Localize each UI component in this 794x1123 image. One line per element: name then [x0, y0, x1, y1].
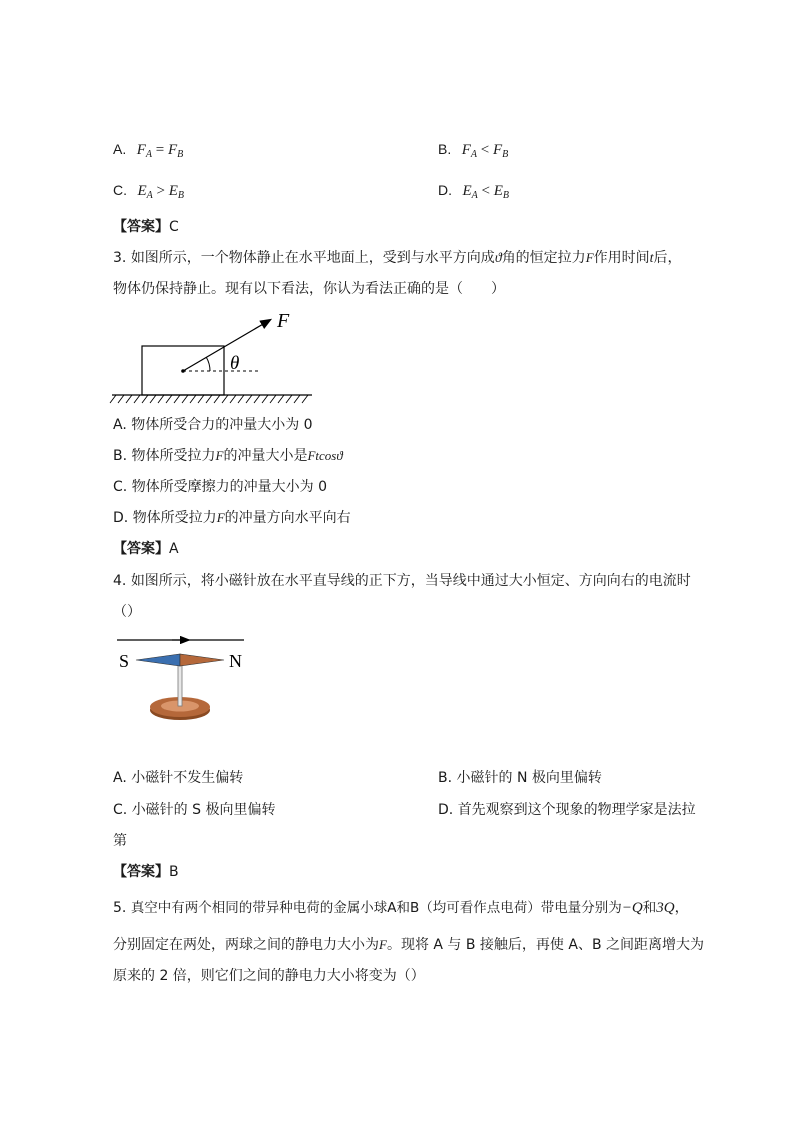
q3-stem-line2: 物体仍保持静止。现有以下看法，你认为看法正确的是（ ） — [113, 281, 505, 297]
q5-stem-line1 — [113, 899, 689, 917]
q4-option-d[interactable] — [438, 801, 696, 819]
formula — [462, 183, 509, 199]
subscript: B — [502, 149, 509, 160]
south-pole-label: S — [119, 651, 130, 671]
option-text: 首先观察到这个现象的物理学家是法拉 — [457, 802, 696, 818]
symbol: F — [167, 142, 178, 158]
q4-stem-line1 — [113, 572, 691, 590]
option-label: D. — [113, 510, 129, 526]
angle-arc — [206, 357, 210, 371]
option-label: A. — [113, 141, 127, 157]
stem-text: 角的恒定拉力 — [501, 250, 586, 266]
subscript: A — [470, 149, 477, 160]
subscript: B — [177, 190, 184, 201]
stem-text: 如图所示，将小磁针放在水平直导线的正下方，当导线中通过大小恒定、方向向右的电流时 — [130, 573, 691, 589]
subscript: B — [502, 190, 509, 201]
question-number: 5. — [113, 900, 127, 916]
force-symbol: F — [216, 510, 225, 525]
theta-symbol: ϑ — [494, 251, 502, 266]
q3-option-d[interactable] — [113, 509, 351, 527]
operator: < — [480, 142, 490, 158]
option-label: C. — [113, 479, 128, 495]
q2-option-c[interactable] — [113, 181, 184, 205]
answer-tag: 【答案】 — [113, 219, 169, 235]
option-text: 物体所受合力的冲量大小为 0 — [131, 417, 313, 433]
impulse-expression: Ftcosϑ — [307, 448, 343, 463]
q4-option-b[interactable] — [438, 769, 602, 787]
answer-tag: 【答案】 — [113, 864, 169, 880]
q4-option-c[interactable] — [113, 801, 275, 819]
stem-text: 分别固定在两处，两球之间的静电力大小为 — [113, 937, 379, 953]
q2-answer — [113, 218, 179, 236]
force-symbol: F — [379, 937, 387, 952]
option-label: D. — [438, 802, 454, 818]
subscript: A — [471, 190, 478, 201]
q2-option-b[interactable] — [438, 140, 508, 164]
option-text: 物体所受摩擦力的冲量大小为 0 — [131, 479, 328, 495]
q3-answer — [113, 540, 179, 558]
option-text: 的冲量大小是 — [223, 448, 308, 464]
symbol: F — [461, 142, 471, 158]
option-text: 物体所受拉力 — [132, 510, 217, 526]
answer-tag: 【答案】 — [113, 541, 169, 557]
question-number: 3. — [113, 250, 127, 266]
q2-option-a[interactable] — [113, 140, 183, 164]
charge-a: −Q — [621, 900, 643, 916]
stem-text: 。现将 A 与 B 接触后，再使 A、B 之间距离增大为 — [386, 937, 705, 953]
q2-option-d[interactable] — [438, 181, 509, 205]
operator: = — [155, 142, 165, 158]
stem-text: 如图所示，一个物体静止在水平地面上，受到与水平方向成 — [130, 250, 495, 266]
q4-answer — [113, 863, 179, 881]
symbol: E — [493, 183, 503, 199]
symbol: E — [137, 183, 147, 199]
symbol: E — [462, 183, 472, 199]
symbol: E — [168, 183, 178, 199]
answer-value: C — [169, 219, 179, 235]
answer-value: B — [169, 864, 179, 880]
stem-text: 真空中有两个相同的带异种电荷的金属小球A和B（均可看作点电荷）带电量分别为 — [130, 900, 622, 916]
force-label: F — [277, 310, 290, 332]
subscript: B — [177, 149, 184, 160]
option-text: 小磁针不发生偏转 — [131, 770, 244, 786]
q3-option-c[interactable] — [113, 478, 327, 496]
option-label: A. — [113, 770, 127, 786]
option-text: 物体所受拉力 — [131, 448, 216, 464]
stem-text: 作用时间 — [593, 250, 650, 266]
q4-stem-line2: （） — [113, 604, 141, 620]
force-symbol: F — [585, 250, 594, 265]
option-label: D. — [438, 182, 452, 198]
needle-north-half — [180, 654, 224, 666]
q3-option-b[interactable] — [113, 447, 343, 465]
q3-force-diagram — [110, 308, 330, 408]
stem-text: 和 — [642, 900, 657, 916]
stem-text: 后， — [653, 250, 682, 266]
q4-compass-diagram — [112, 630, 252, 726]
q5-stem-line2 — [113, 936, 704, 954]
option-text: 小磁针的 N 极向里偏转 — [456, 770, 602, 786]
north-pole-label: N — [229, 651, 242, 671]
stem-text: ， — [674, 900, 689, 916]
subscript: A — [145, 149, 152, 160]
operator: < — [481, 183, 490, 199]
q4-option-d-wrap: 第 — [113, 833, 127, 849]
time-symbol: t — [649, 251, 654, 266]
charge-b: 3Q — [656, 900, 675, 916]
operator: > — [156, 183, 165, 199]
q3-option-a[interactable] — [113, 416, 313, 434]
option-label: C. — [113, 802, 128, 818]
option-text: 的冲量方向水平向右 — [224, 510, 351, 526]
question-number: 4. — [113, 573, 127, 589]
compass-post — [178, 663, 182, 706]
q3-stem-line1 — [113, 249, 682, 268]
option-label: A. — [113, 417, 127, 433]
option-text: 小磁针的 S 极向里偏转 — [131, 802, 276, 818]
formula — [137, 142, 184, 158]
q5-stem-line3: 原来的 2 倍，则它们之间的静电力大小将变为（） — [113, 968, 425, 984]
ground-surface — [110, 395, 312, 403]
option-label: C. — [113, 182, 127, 198]
needle-south-half — [136, 654, 180, 666]
formula — [137, 183, 184, 199]
subscript: A — [146, 190, 153, 201]
option-label: B. — [438, 141, 452, 157]
answer-value: A — [169, 541, 179, 557]
q4-option-a[interactable] — [113, 769, 243, 787]
option-label: B. — [438, 770, 453, 786]
symbol: F — [136, 142, 146, 158]
option-label: B. — [113, 448, 128, 464]
formula — [462, 142, 509, 158]
force-symbol: F — [215, 448, 224, 463]
symbol: F — [492, 142, 503, 158]
angle-label: θ — [230, 353, 240, 374]
